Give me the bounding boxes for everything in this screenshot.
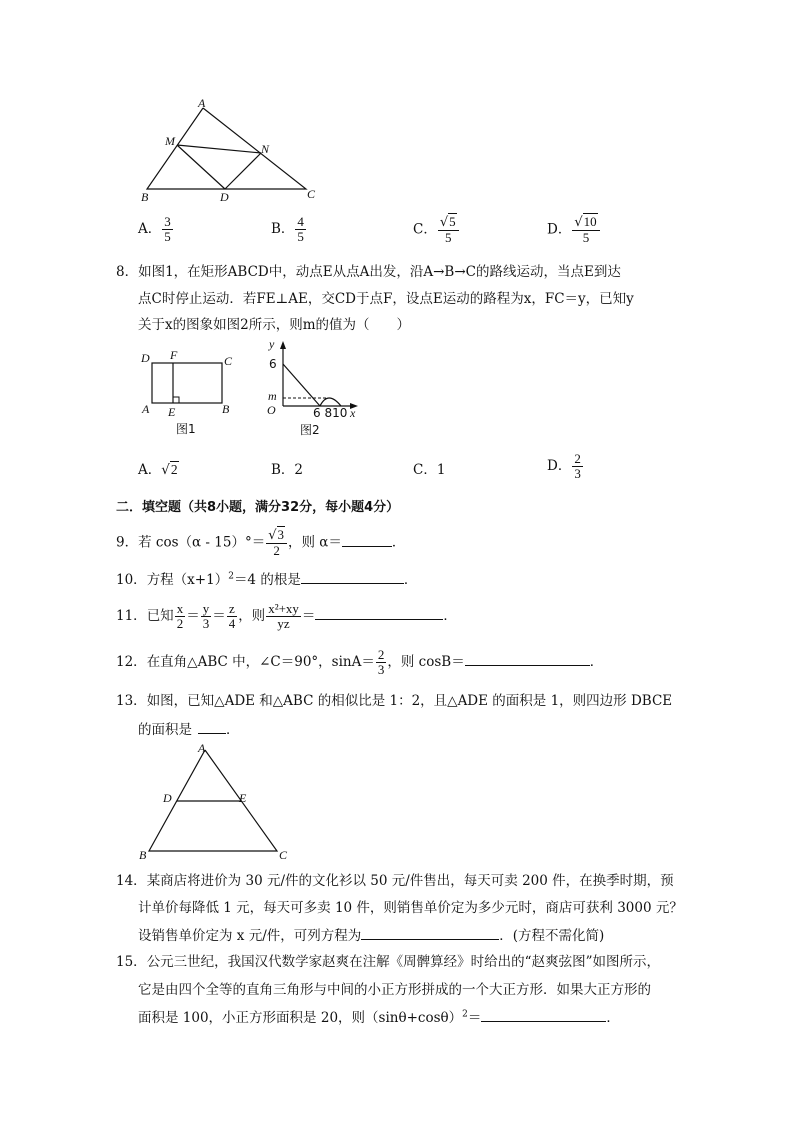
fraction: $\frac{\text{x²+xy}}{yz}$ xyxy=(268,601,299,631)
fraction: $\frac{2}{3}$ xyxy=(377,647,385,677)
q8-option-a[interactable]: A．√2 xyxy=(138,462,178,478)
question-number: 11． xyxy=(116,608,147,624)
question-number: 14． xyxy=(116,873,147,889)
option-letter: B． xyxy=(271,462,295,478)
option-letter: B． xyxy=(271,221,295,237)
q15-line2: 它是由四个全等的直角三角形与中间的小正方形拼成的一个大正方形．如果大正方形的 xyxy=(138,982,651,998)
q7-label-D: D xyxy=(220,190,229,204)
q8-fig2-axis-y: y xyxy=(269,338,275,351)
q11: 11．已知 $\frac{x}{2}$ ＝ $\frac{y}{3}$ ＝ $\frac{z}{4}$ ，则 $\frac{\text{x²+xy}}{yz}$ ＝ ． xyxy=(116,601,457,631)
q8-line2: 点C时停止运动．若FE⊥AE，交CD于点F，设点E运动的路程为x，FC＝y，已知y xyxy=(138,291,634,307)
q9: 9．若 cos（α - 15）°＝ $\frac{√3}{2}$ ，则 α＝ ． xyxy=(116,527,406,558)
option-value: 1 xyxy=(436,462,446,478)
answer-blank[interactable] xyxy=(481,1009,606,1022)
q10-text: 方程（x+1） xyxy=(146,572,229,588)
question-number: 12． xyxy=(116,654,147,670)
q8-fig1-label-B: B xyxy=(222,402,230,416)
q8-text-1: 如图1，在矩形ABCD中，动点E从点A出发，沿A→B→C的路线运动，当点E到达 xyxy=(138,264,621,280)
option-letter: A． xyxy=(138,221,162,237)
fraction: $\frac{√5}{5}$ xyxy=(438,215,459,245)
q13-label-D: D xyxy=(163,791,172,805)
fraction: $\frac{y}{3}$ xyxy=(202,601,210,631)
q7-option-c[interactable] xyxy=(413,215,460,245)
fraction: $\frac{z}{4}$ xyxy=(228,601,236,631)
option-letter: C． xyxy=(413,462,437,478)
q7-option-d[interactable] xyxy=(547,215,601,245)
q8-fig2-tick-6: 6 xyxy=(269,357,277,371)
q9-text-post: ，则 α＝ xyxy=(288,534,342,551)
question-number: 15． xyxy=(116,954,147,970)
q8-fig1-label-E: E xyxy=(168,405,176,419)
q7-label-M: M xyxy=(165,134,175,148)
option-letter: C． xyxy=(413,221,437,238)
q13-label-A: A xyxy=(198,741,206,755)
q7-label-N: N xyxy=(261,142,270,156)
fraction: $\frac{2}{3}$ xyxy=(574,451,581,481)
q8-figure2-graph xyxy=(262,338,362,440)
fraction: $\frac{3}{5}$ xyxy=(164,214,171,244)
q7-label-C: C xyxy=(307,187,316,201)
q15-line1: 15．公元三世纪，我国汉代数学家赵爽在注解《周髀算经》时给出的“赵爽弦图”如图所示， xyxy=(116,954,660,970)
q13-triangle-figure xyxy=(135,740,295,865)
q7-label-A: A xyxy=(198,96,206,110)
q12: 12．在直角△ABC 中，∠C＝90°，sinA＝ $\frac{2}{3}$ ，则 cosB＝ ． xyxy=(116,647,604,677)
q13-label-C: C xyxy=(279,848,288,862)
q13-line2: 的面积是 ． xyxy=(138,722,240,738)
q7-label-B: B xyxy=(141,190,149,204)
question-number: 8． xyxy=(116,264,139,280)
q8-line3: 关于x的图象如图2所示，则m的值为（ ） xyxy=(138,317,411,333)
option-value: 2 xyxy=(294,462,304,478)
q8-fig2-caption: 图2 xyxy=(300,423,320,437)
q13-label-E: E xyxy=(239,791,247,805)
q8-fig2-xticks: 6 810 xyxy=(313,406,348,420)
q14-line2: 计单价每降低 1 元，每天可多卖 10 件，则销售单价定为多少元时，商店可获利 3000 元？ xyxy=(138,900,683,916)
q7-option-a[interactable] xyxy=(138,215,174,244)
option-letter: A． xyxy=(138,462,162,478)
fraction: $\frac{√3}{2}$ xyxy=(266,528,287,558)
answer-blank[interactable] xyxy=(342,534,392,547)
q8-fig1-label-D: D xyxy=(141,351,150,365)
q8-option-d[interactable] xyxy=(547,452,584,481)
q8-fig2-origin: O xyxy=(267,403,276,417)
q8-fig1-label-C: C xyxy=(224,354,233,368)
q14-line1: 14．某商店将进价为 30 元/件的文化衫以 50 元/件售出，每天可卖 200 件，在换季时期，预 xyxy=(116,873,674,889)
question-number: 10． xyxy=(116,572,147,588)
fraction: $\frac{4}{5}$ xyxy=(297,214,304,244)
answer-blank[interactable] xyxy=(198,721,226,734)
fraction: $\frac{√10}{5}$ xyxy=(572,215,599,245)
q13-label-B: B xyxy=(139,848,147,862)
answer-blank[interactable] xyxy=(465,653,590,666)
q10: 10．方程$(x+1)^2=4$ 的根是 ． xyxy=(116,571,418,588)
q8-fig1-caption: 图1 xyxy=(176,422,196,436)
q8-fig2-label-m: m xyxy=(268,389,277,403)
question-number: 9． xyxy=(116,534,139,551)
q9-text: 若 cos（α - 15）°＝ xyxy=(138,534,266,551)
question-number: 13． xyxy=(116,693,147,709)
q13-line1: 13．如图，已知△ADE 和△ABC 的相似比是 1：2，且△ADE 的面积是 1，则四边形 DBCE xyxy=(116,693,673,709)
q8-figure1-rectangle xyxy=(138,345,243,440)
section-title-fill-in: 二．填空题（共8小题，满分32分，每小题4分） xyxy=(116,500,400,515)
q7-option-b[interactable] xyxy=(271,215,307,244)
q14-line3: 设销售单价定为 x 元/件，可列方程为 ．(方程不需化简) xyxy=(138,928,605,944)
q8-fig1-label-A: A xyxy=(142,402,150,416)
answer-blank[interactable] xyxy=(301,571,404,584)
q8-option-b[interactable] xyxy=(271,458,303,478)
answer-blank[interactable] xyxy=(315,607,443,620)
q8-option-c[interactable] xyxy=(413,458,445,478)
answer-blank[interactable] xyxy=(361,927,499,940)
fraction: $\frac{x}{2}$ xyxy=(176,601,184,631)
q7-triangle-figure xyxy=(135,95,320,207)
q8-fig1-label-F: F xyxy=(170,348,178,362)
q8-fig2-axis-x: x xyxy=(350,406,356,420)
sqrt-sign: √ xyxy=(161,462,170,478)
option-letter: D． xyxy=(547,221,572,238)
q15-line3: 面积是 100，小正方形面积是 20，则$(\sin\theta+\cos\theta)^2=$ ． xyxy=(138,1009,620,1026)
option-letter: D． xyxy=(547,458,572,474)
q8-line1 xyxy=(116,260,621,280)
